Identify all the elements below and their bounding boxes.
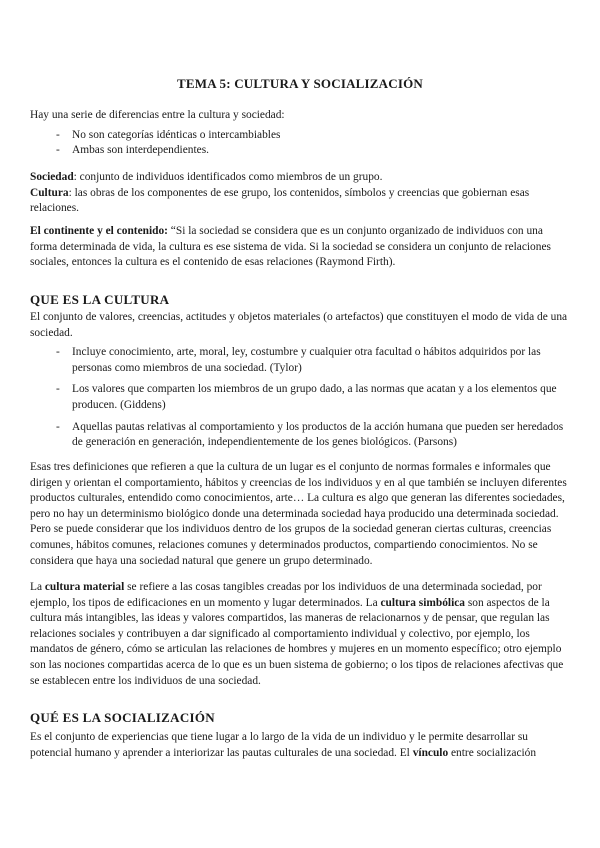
list-item: - Incluye conocimiento, arte, moral, ley, costumbre y cualquier otra facultad o hábitos adquiridos por las personas como miembros de una sociedad. (Tylor) <box>30 345 572 376</box>
socializacion-paragraph <box>30 730 572 761</box>
page-title: TEMA 5: CULTURA Y SOCIALIZACIÓN <box>176 76 424 91</box>
material-post: son aspectos de la cultura más intangibles, las ideas y valores compartidos, las maneras de relacionarnos y de pensar, que regulan las relaciones sociales y contribuyen a dar significado al comportamiento individual y colectivo, por ejemplo, los mandatos de género, cómo se articulan las relaciones de hombres y mujeres en un momento específico; otro ejemplo son las nociones compartidas acerca de lo que es un buen sistema de gobierno; o los tipos de relaciones afectivas que se establecen entre los individuos de una sociedad. <box>30 596 564 687</box>
continente-text: “Si la sociedad se considera que es un conjunto organizado de individuos con una forma determinada de vida, la cultura es ese sistema de vida. Si la sociedad se considera un conjunto de relaciones sociales, entonces la cultura es el contenido de esas relaciones (Raymond Firth). <box>30 225 551 269</box>
socializacion-pre: Es el conjunto de experiencias que tiene lugar a lo largo de la vida de un individuo y le permite desarrollar su potencial humano y aprender a interiorizar las pautas culturales de una sociedad. El <box>30 731 528 759</box>
cultura-term: Cultura <box>30 186 69 199</box>
intro-text: Hay una serie de diferencias entre la cultura y sociedad: <box>30 109 285 121</box>
definitions-section <box>30 170 572 217</box>
sociedad-term: Sociedad <box>30 171 74 183</box>
cultura-section <box>30 310 572 457</box>
intro-list <box>30 128 572 159</box>
tres-definiciones-text: Esas tres definiciones que refieren a que la cultura de un lugar es el conjunto de normas formales e informales que dirigen y orientan el comportamiento, hábitos y creencias de los individuos y en al que también se incluyen diferentes productos culturales, entendido como conocimientos, arte… La cultura es algo que generan las diferentes sociedades, pero no hay un determinismo biológico donde una determinada sociedad haya producido una determinada sociedad. Pero se puede considerar que los individuos dentro de los grupos de la sociedad generan ciertas culturas, creencias comunes, hábitos comunes, relaciones comunes y determinados productos, compartiendo conocimientos. No se considera que haya una sociedad natural que genere un grupo determinado. <box>30 461 567 567</box>
section-heading-socializacion: QUÉ ES LA SOCIALIZACIÓN <box>30 710 215 725</box>
cultura-intro-text: El conjunto de valores, creencias, actitudes y objetos materiales (o artefactos) que constituyen el modo de vida de una sociedad. <box>30 311 568 339</box>
cultura-material-term: cultura material <box>44 581 125 593</box>
material-mid: se refiere a las cosas tangibles creadas por los individuos de una determinada sociedad, por ejemplo, los tipos de edificaciones en un momento y lugar determinados. La <box>30 581 542 609</box>
section-heading-cultura: QUE ES LA CULTURA <box>30 292 170 307</box>
cultura-definitions-list <box>30 345 572 451</box>
tres-definiciones-paragraph <box>30 460 572 569</box>
intro-section <box>30 108 572 159</box>
sociedad-definition <box>30 170 572 186</box>
list-item: - Aquellas pautas relativas al comportamiento y los productos de la acción humana que pueden ser heredados de generación en generación, independientemente de los genes biológicos. (Parsons) <box>30 420 572 451</box>
list-item: - No son categorías idénticas o intercambiables <box>30 128 572 144</box>
cultura-simbolica-term: cultura simbólica <box>380 596 465 609</box>
socializacion-post: entre socialización <box>448 746 537 759</box>
material-pre: La <box>30 581 45 593</box>
cultura-definition <box>30 186 572 217</box>
vinculo-term: vínculo <box>412 746 449 759</box>
continente-term: El continente y el contenido: <box>30 225 168 237</box>
sociedad-text: : conjunto de individuos identificados como miembros de un grupo. <box>73 171 383 183</box>
list-item: - Los valores que comparten los miembros de un grupo dado, a las normas que acatan y a los elementos que producen. (Giddens) <box>30 382 572 413</box>
list-item: - Ambas son interdependientes. <box>30 143 572 159</box>
cultura-text: : las obras de los componentes de ese grupo, los contenidos, símbolos y creencias que gobiernan esas relaciones. <box>30 186 530 215</box>
continente-paragraph <box>30 224 572 271</box>
material-paragraph <box>30 580 572 689</box>
